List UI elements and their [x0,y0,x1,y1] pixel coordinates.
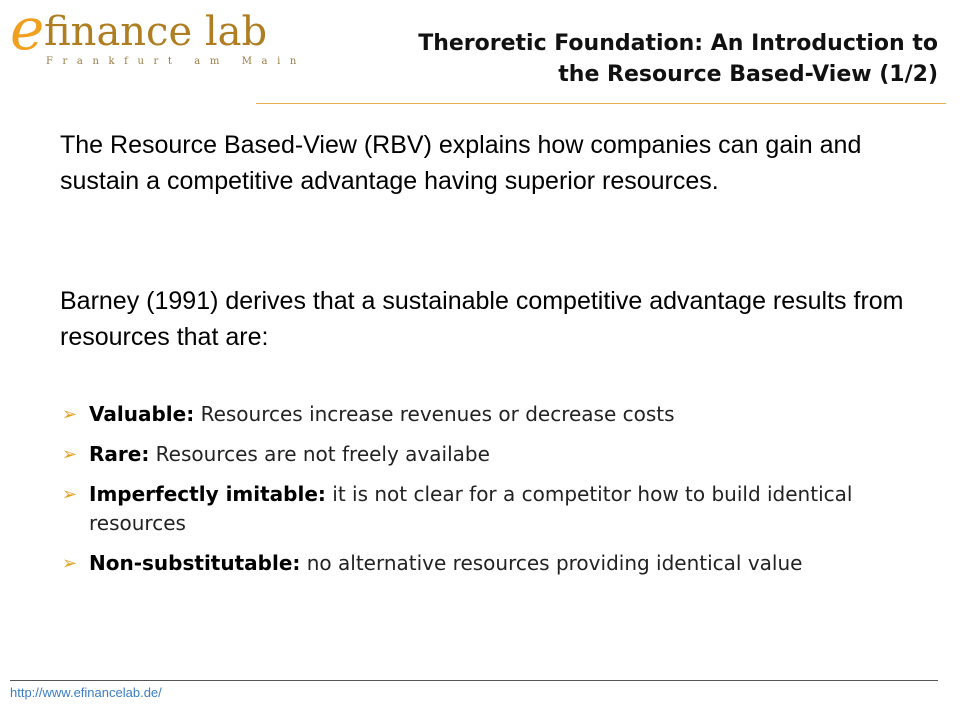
list-item [62,400,912,429]
arrow-bullet-icon: ➢ [62,484,78,505]
resource-criteria-list [62,400,912,589]
intro-paragraph-barney: Barney (1991) derives that a sustainable competitive advantage results from resources that are: [60,287,904,351]
arrow-bullet-icon: ➢ [62,404,78,425]
criterion-term: Imperfectly imitable: [89,482,326,506]
logo-e-glyph: e [10,0,45,63]
criterion-term: Valuable: [89,402,195,426]
list-item [62,480,912,538]
arrow-bullet-icon: ➢ [62,553,78,574]
footer-divider [10,680,938,681]
logo-wordmark: finance lab [44,9,268,55]
footer-url-link[interactable]: http://www.efinancelab.de/ [10,685,162,700]
arrow-bullet-icon: ➢ [62,444,78,465]
criterion-description: no alternative resources providing identical value [300,551,803,575]
criterion-description: Resources are not freely availabe [149,442,490,466]
slide-title-line-2: the Resource Based-View (1/2) [558,62,938,87]
slide-title [278,28,938,90]
list-item [62,549,912,578]
title-divider [256,103,946,104]
criterion-description: Resources increase revenues or decrease costs [194,402,675,426]
logo-subtitle: Frankfurt am Main [46,56,306,67]
slide-title-line-1: Theroretic Foundation: An Introduction to [418,31,938,56]
criterion-term: Rare: [89,442,150,466]
intro-paragraph-rbv: The Resource Based-View (RBV) explains how companies can gain and sustain a competitive advantage having superior resources. [60,131,862,195]
criterion-description: it is not clear for a competitor how to build identical resources [89,482,853,535]
criterion-term: Non-substitutable: [89,551,301,575]
efinance-lab-logo [10,0,306,72]
list-item [62,440,912,469]
